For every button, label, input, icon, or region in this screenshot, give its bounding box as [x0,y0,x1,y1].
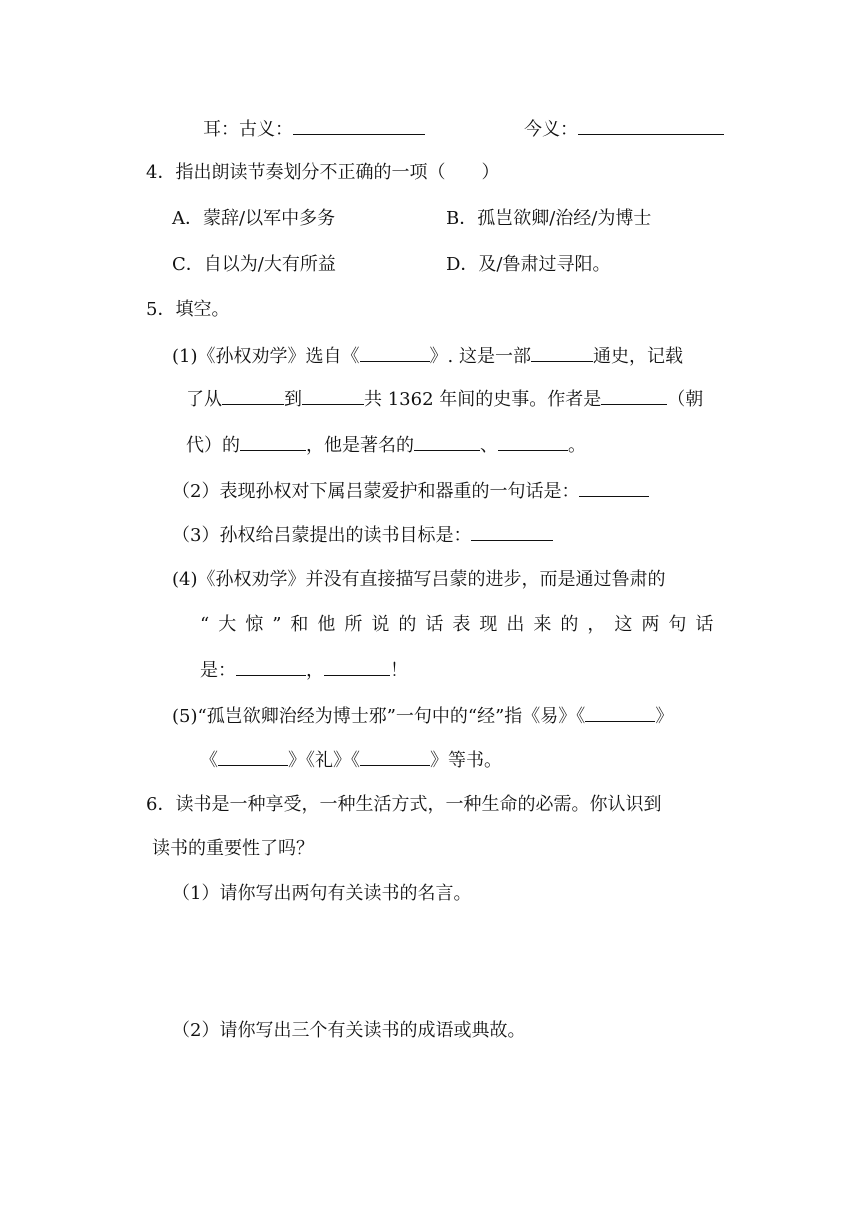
q5-s5-text-e: 》等书。 [430,750,502,771]
q5-s4-blank-1[interactable] [236,657,306,676]
q5-s4-blank-2[interactable] [324,657,390,676]
q5-s5-line2 [200,747,502,774]
q5-s5-text-b: 》 [655,706,674,727]
q5-s4-text-d: ， [306,660,324,681]
q5-s1-line2 [186,386,703,413]
q5-s4-line1: (4)《孙权劝学》并没有直接描写吕蒙的进步，而是通过鲁肃的 [172,569,666,590]
q3-er-line [203,116,425,143]
q5-s5-blank-2[interactable] [218,747,288,766]
q5-stem: 5．填空。 [146,299,230,320]
q5-s1-line3 [186,432,586,459]
q5-s4-line3 [200,657,408,684]
q5-s1-blank-type[interactable] [531,343,593,362]
q4-stem: 4．指出朗读节奏划分不正确的一项（ ） [146,162,500,183]
q5-s5-line1 [172,703,673,730]
q4-option-d[interactable]: D．及/鲁肃过寻阳。 [446,254,611,275]
q5-s1-blank-source[interactable] [360,343,430,362]
q4-option-a[interactable]: A．蒙辞/以军中多务 [172,208,336,229]
q5-s1-blank-dynasty[interactable] [601,386,667,405]
q5-s1-text-h: 代）的 [186,435,240,456]
q6-stem-line1: 6．读书是一种享受，一种生活方式，一种生命的必需。你认识到 [146,794,662,815]
q5-s4-text-c: 是： [200,660,236,681]
q3-jin-label: 今义： [524,119,578,140]
q6-s2: （2）请你写出三个有关读书的成语或典故。 [172,1020,526,1041]
q5-s1-blank-from[interactable] [222,386,284,405]
q5-s1-blank-author[interactable] [240,432,306,451]
q5-s1-text-f: 共 1362 年间的史事。作者是 [364,389,602,410]
q5-s3-line [172,522,553,549]
q5-s2-text: （2）表现孙权对下属吕蒙爱护和器重的一句话是： [172,481,580,502]
q3-er-label: 耳：古义： [203,119,293,140]
q5-s2-blank[interactable] [579,478,649,497]
q5-s4-text-e: ！ [390,660,408,681]
q5-s1-text-d: 了从 [186,389,222,410]
q5-s2-line [172,478,649,505]
q5-s3-blank[interactable] [471,522,553,541]
q6-stem-line2: 读书的重要性了吗？ [152,838,314,859]
q3-jinyi-blank[interactable] [578,116,724,135]
q5-s1-line1 [172,343,683,370]
q5-s1-blank-role2[interactable] [498,432,568,451]
q5-s1-text-b: 》. 这是一部 [429,346,531,367]
q5-s1-text-j: 、 [480,435,498,456]
q6-s1: （1）请你写出两句有关读书的名言。 [172,883,472,904]
q4-option-c[interactable]: C．自以为/大有所益 [172,254,336,275]
q5-s1-text-c: 通史，记载 [592,346,683,367]
q5-s5-text-a: (5)“孤岂欲卿治经为博士邪”一句中的“经”指《易》《 [172,706,586,727]
q3-jin-line [524,116,724,143]
q5-s4-line2: “大惊”和他所说的话表现出来的，这两句话 [200,614,723,635]
q5-s1-blank-role1[interactable] [414,432,480,451]
q5-s5-text-c: 《 [200,750,218,771]
q4-option-b[interactable]: B．孤岂欲卿/治经/为博士 [446,208,652,229]
q5-s1-blank-to[interactable] [302,386,364,405]
q5-s1-text-g: （朝 [667,389,704,410]
q5-s5-blank-1[interactable] [585,703,655,722]
q5-s1-text-k: 。 [568,435,586,456]
q5-s1-text-e: 到 [284,389,302,410]
q5-s3-text: （3）孙权给吕蒙提出的读书目标是： [172,525,472,546]
q3-guyi-blank[interactable] [293,116,425,135]
q5-s5-text-d: 》《礼》《 [288,750,360,771]
q5-s1-text-i: ，他是著名的 [306,435,414,456]
q5-s1-text-a: (1)《孙权劝学》选自《 [172,346,360,367]
q5-s5-blank-3[interactable] [360,747,430,766]
